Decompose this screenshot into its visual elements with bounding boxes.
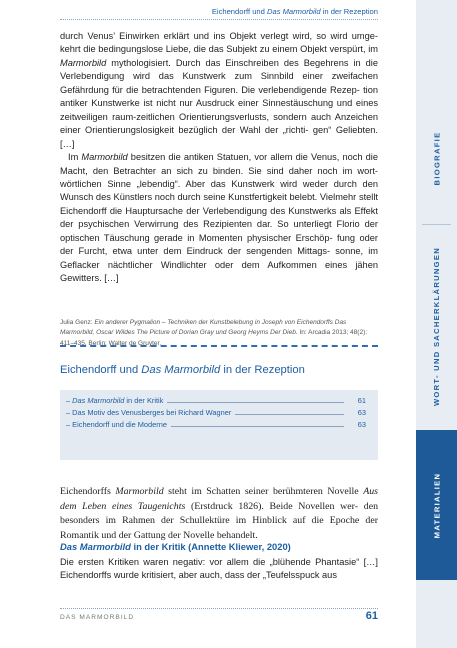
text-line (60, 319, 333, 326)
subsection-heading (60, 541, 378, 552)
tab-biografie[interactable] (416, 96, 457, 221)
text-line: fung oder der Furcht, etwa unter dem Eindruck der sengenden Mittags- (60, 232, 378, 257)
subsection-heading-italic: Das Marmorbild (60, 541, 131, 552)
italic-title: Marmorbild (81, 152, 128, 163)
text-line: wörtlichen Sinne „lebendig“. Aber das Kunstwerk wird weder durch den (60, 178, 378, 189)
tab-separator (422, 224, 451, 225)
text-fragment: steht im Schatten seiner berühmteren Novelle (163, 486, 359, 497)
italic-title: Das Marmorbild, Oscar Wildes The Picture of Dorian Gray und Georg Heyms Der Dieb. (60, 319, 347, 337)
text-fragment: mythologisiert. Durch das Einschreiben des Begehrens in (106, 57, 361, 68)
quote-block (60, 30, 378, 286)
toc-page: 63 (357, 420, 366, 429)
toc-dash: – (66, 396, 73, 405)
text-line: Die ersten Kritiken waren negativ: vor allem die „blühende Phantasie“ (60, 557, 360, 567)
text-line: die Verlebendigung wird das Kunstwerk zum Sinnbild einer zweifachen (60, 57, 378, 82)
toc-entry-kritik[interactable] (66, 396, 366, 405)
text-fragment: Im (68, 152, 82, 163)
footer-label: DAS MARMORBILD (60, 614, 135, 621)
text-fragment: Eichendorffs (60, 486, 116, 497)
running-head-prefix: Eichendorff und (211, 7, 267, 16)
toc-entry-moderne[interactable] (66, 420, 366, 429)
text-line: Florio der optischen Täuschung gerade in Momenten physischer Erschöp- (60, 219, 378, 243)
text-line: Gefährdung für die betrachtenden Figuren. Die verlebendigende Rezep- (60, 84, 360, 95)
section-heading-prefix: Eichendorff und (60, 364, 142, 376)
toc-leader (167, 396, 344, 403)
text-line: Anzeichen einer Orientierungslosigkeit bezüglich der Wahl der „richti- (60, 111, 378, 136)
toc-page: 63 (357, 408, 366, 417)
running-head (60, 7, 378, 16)
page-number: 61 (365, 610, 378, 622)
text-line (68, 152, 363, 162)
text-line: kehrt die bedingungslose Liebe, die das Subjekt zu einem Objekt verspürt, (60, 44, 366, 55)
text-line: eines zeitweiligen raum-zeitlichen Orientierungsverlusts, sondern auch (60, 98, 378, 122)
tab-wort-und-sacherklaerungen[interactable] (416, 226, 457, 426)
text-line: […] Eichendorffs wurde kritisiert, aber auch, dass der „Teufelsspuck aus (60, 557, 378, 581)
text-fragment: den besonders im Rahmen der Schullektüre im Hinblick auf die Epoche (60, 500, 379, 526)
text-fragment: (Erstdruck 1826). Beide Novellen wer- (185, 500, 359, 512)
quote-paragraph (60, 151, 378, 286)
running-head-suffix: in der Rezeption (320, 7, 378, 16)
section-heading-suffix: in der Rezeption (220, 364, 305, 376)
toc-entry-label: in der Kritik (124, 396, 164, 405)
text-line: die Macht, den Betrachter an sich zu binden. Sie sind daher noch im wort- (60, 152, 378, 176)
table-of-contents (60, 390, 378, 460)
text-line: gen“ Geliebten. […] (60, 125, 378, 149)
running-head-title: Das Marmorbild (266, 7, 321, 16)
text-fragment: Julia Genz: (60, 319, 95, 326)
text-line: durch Venus’ Einwirken erklärt und ins Objekt verlegt wird, so wird umge- (60, 31, 378, 41)
text-line: sonne, im Geflacker nächtlicher Windlichter oder dem Aufkommen eines (60, 246, 378, 270)
text-line: stellt Eichendorff die Hauptursache der Verlebendigung des Kunstwerks (60, 192, 378, 216)
toc-dash: – (66, 408, 73, 417)
toc-leader (171, 420, 344, 427)
text-line: jähen Gewitters. […] (60, 259, 378, 284)
footer-divider (60, 608, 378, 609)
header-divider (60, 19, 378, 20)
text-line (60, 486, 359, 497)
toc-dash: – (66, 420, 73, 429)
tab-materialien[interactable] (416, 430, 457, 580)
toc-page: 61 (357, 396, 366, 405)
section-divider (60, 345, 378, 347)
italic-title: Ein anderer Pygmalion – Techniken der Kunstbelebung in Joseph von Eichendorffs (94, 319, 333, 326)
section-heading (60, 364, 378, 376)
toc-leader (235, 408, 344, 415)
italic-title: Aus dem Leben eines Taugenichts (60, 486, 378, 512)
chapter-sidebar (416, 0, 457, 648)
text-line: Wunsch des Künstlers noch durch seine Kunstfertigkeit belebt. Vielmehr (60, 192, 357, 203)
text-fragment: der Romantik und der Gattung der Novelle behandelt. (60, 515, 378, 541)
italic-title: Marmorbild (115, 486, 164, 497)
critique-block (60, 556, 378, 583)
text-fragment: im (368, 44, 378, 55)
text-line: tion antiker Kunstwerke ist nicht nur Ausdruck einer Sinnestäuschung und (60, 84, 378, 109)
text-fragment: In: (297, 329, 307, 337)
toc-entry-italic: Das Marmorbild (72, 396, 125, 405)
tab-materialien-label: MATERIALIEN (432, 472, 441, 538)
section-heading-title: Das Marmorbild (141, 364, 221, 376)
tab-biografie-label: BIOGRAFIE (432, 131, 442, 186)
critique-paragraph (60, 556, 378, 583)
intro-paragraph (60, 485, 378, 543)
toc-entry-label: Das Motiv des Venusberges bei Richard Wagner (72, 408, 232, 417)
italic-title: Marmorbild (60, 57, 107, 68)
toc-entry-label: Eichendorff und die Moderne (72, 420, 167, 429)
toc-entry-wagner[interactable] (66, 408, 366, 417)
text-line: als Effekt der psychischen Verwirrung des Rezipienten dar. So unterliegt (60, 205, 378, 230)
text-fragment: besitzen die antiken Statuen, vor allem die Venus, noch (127, 152, 363, 163)
quote-paragraph (60, 30, 378, 151)
text-fragment: Arcadia 2013; 48(2): 411–435. Berlin: Walter de Gruyter. (60, 329, 368, 347)
tab-wort-und-sacherklaerungen-label: WORT- UND SACHERKLÄRUNGEN (432, 246, 441, 406)
subsection-heading-rest: in der Kritik (Annette Kliewer, 2020) (130, 541, 291, 552)
